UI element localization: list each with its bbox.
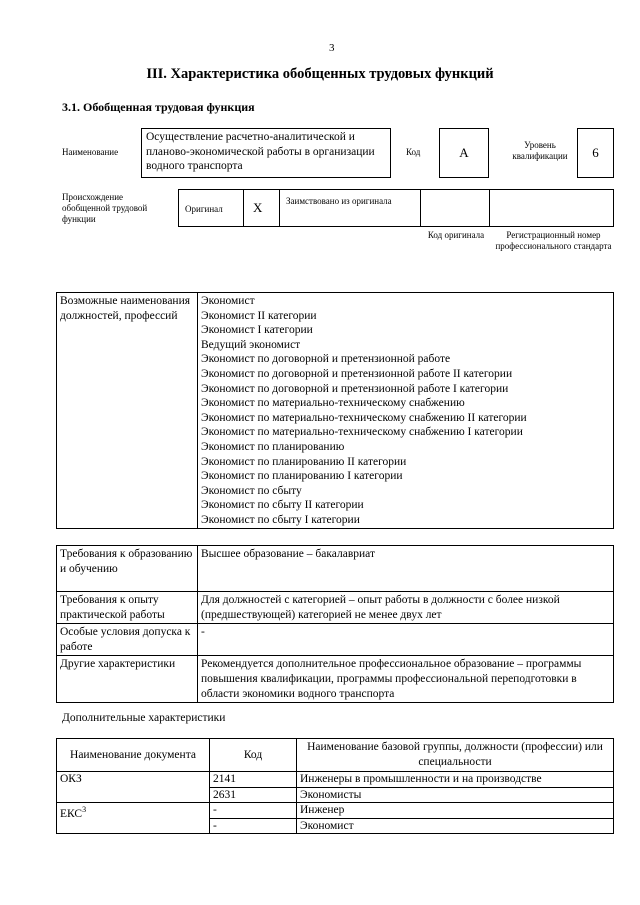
original-label: Оригинал [185,204,223,214]
position-item: Экономист [201,295,255,307]
position-item: Экономист по сбыту I категории [201,513,360,526]
subsection-title: 3.1. Обобщенная трудовая функция [62,100,255,114]
position-item: Экономист по договорной и претензионной работе [201,353,451,366]
origin-divider-1 [243,189,244,227]
level-value: 6 [592,145,599,160]
origin-divider-2 [279,189,280,227]
borrowed-label: Заимствовано из оригинала [286,196,392,206]
name-label: Наименование [62,147,119,157]
req-value-0: Высшее образование – бакалавриат [198,546,614,592]
origin-label: Происхождение обобщенной трудовой функции [62,192,148,224]
position-item: Экономист II категории [201,309,317,322]
function-name-box [141,128,391,178]
position-item: Экономист по планированию I категории [201,470,403,483]
position-item: Экономист по материально-техническому снабжению [201,397,465,410]
code-box [439,128,489,178]
req-label-3: Другие характеристики [57,656,198,703]
req-value-1: Для должностей с категорией – опыт работы в должности с более низкой (предшествующей) категорией не менее двух лет [198,592,614,624]
eks-code-0: - [210,803,297,819]
position-item: Экономист по договорной и претензионной работе II категории [201,367,513,380]
level-label: Уровень квалификации [512,140,568,161]
req-label-2: Особые условия допуска к работе [57,624,198,656]
position-item: Экономист по планированию [201,440,345,453]
eks-footnote: 3 [82,805,87,815]
page-number: 3 [329,42,335,54]
req-value-3: Рекомендуется дополнительное профессиональное образование – программы повышения квалификации, программы профессиональной переподготовки в области экономики водного транспорта [198,656,614,703]
position-item: Ведущий экономист [201,338,301,351]
original-mark: X [253,200,263,215]
position-item: Экономист по планированию II категории [201,455,407,468]
okz-label: ОКЗ [57,772,210,803]
origin-divider-4 [489,189,490,227]
header-document: Наименование документа [57,739,210,772]
position-item: Экономист по материально-техническому снабжению II категории [201,411,527,424]
additional-table [56,738,614,834]
function-name: Осуществление расчетно-аналитической и планово-экономической работы в организации водного транспорта [146,131,375,173]
code-original-label: Код оригинала [427,230,485,240]
eks-name-0: Инженер [297,803,614,819]
req-value-2: - [198,624,614,656]
section-title: III. Характеристика обобщенных трудовых функций [146,66,494,82]
position-item: Экономист по договорной и претензионной работе I категории [201,382,509,395]
eks-label: ЕКС [60,808,83,821]
req-label-0: Требования к образованию и обучению [57,546,198,592]
position-item: Экономист по материально-техническому снабжению I категории [201,426,523,439]
positions-table [56,292,614,529]
additional-title: Дополнительные характеристики [62,712,226,724]
req-label-1: Требования к опыту практической работы [57,592,198,624]
position-item: Экономист I категории [201,324,313,337]
reg-number-label: Регистрационный номер профессионального стандарта [495,230,612,251]
okz-code-0: 2141 [210,772,297,788]
level-box [577,128,614,178]
positions-label: Возможные наименования должностей, профессий [57,293,198,529]
okz-name-1: Экономисты [297,787,614,803]
code-value: A [459,145,469,160]
okz-name-0: Инженеры в промышленности и на производстве [297,772,614,788]
okz-code-1: 2631 [210,787,297,803]
requirements-table [56,545,614,703]
header-name: Наименование базовой группы, должности (профессии) или специальности [297,739,614,772]
eks-code-1: - [210,818,297,834]
eks-cell [57,803,210,834]
position-item: Экономист по сбыту [201,484,302,497]
positions-list [198,293,614,529]
code-label: Код [406,147,421,157]
eks-name-1: Экономист [297,818,614,834]
origin-divider-3 [420,189,421,227]
position-item: Экономист по сбыту II категории [201,499,364,512]
header-code: Код [210,739,297,772]
